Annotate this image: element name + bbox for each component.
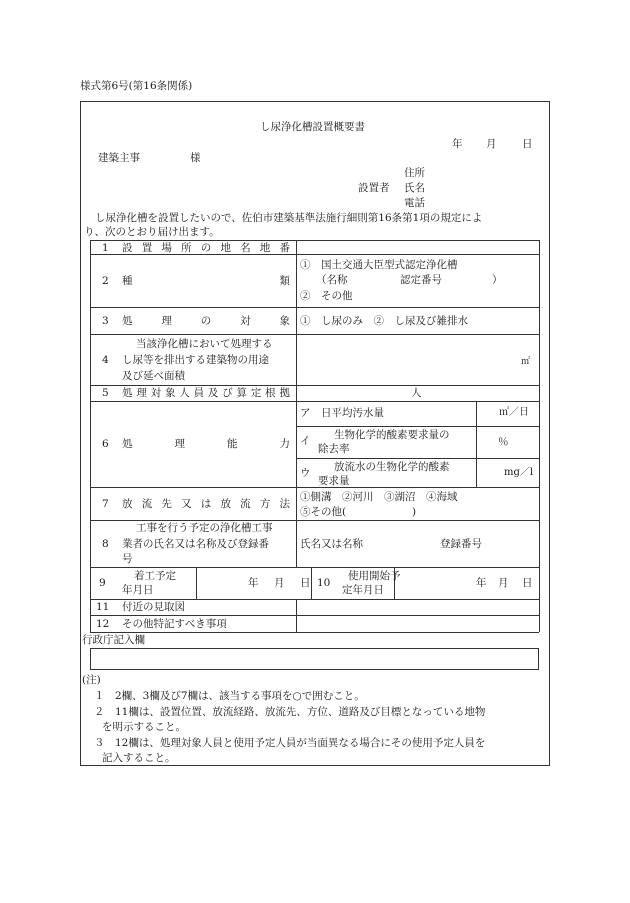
row6-i-unit: ％ <box>498 436 509 448</box>
row6-number: 6 <box>102 438 109 450</box>
row1-label-char: 番 <box>279 242 290 254</box>
row7-label-char: 法 <box>279 498 290 510</box>
date-day: 日 <box>522 138 533 150</box>
row2-name-label: （名称 <box>316 274 348 286</box>
intro-text-line2: り、次のとおり届け出ます。 <box>84 226 220 238</box>
row6-u-mark: ウ <box>300 467 311 479</box>
row1-label-char: 置 <box>141 242 153 254</box>
row4-label-line1: 当該浄化槽において処理する <box>136 338 273 350</box>
gov-section-label: 行政庁記入欄 <box>82 634 145 646</box>
row7-label-char: 放 <box>122 498 133 510</box>
row6-label-char: 能 <box>227 438 238 450</box>
row12-number: 12 <box>96 618 110 630</box>
row10-date-year: 年 <box>476 577 487 589</box>
row7-label-char: 放 <box>220 498 231 510</box>
row10-number: 10 <box>317 577 331 589</box>
row5-label-char: 及 <box>207 387 219 399</box>
row7-close-paren: ) <box>412 506 417 518</box>
row10-label-line1: 使用開始予 <box>348 570 401 582</box>
row11-number: 11 <box>96 601 110 613</box>
row4-area-unit: ㎡ <box>521 357 531 367</box>
row2-label-char: 類 <box>279 275 290 287</box>
row2-option-other: ② その他 <box>300 290 353 302</box>
row11-label: 付近の見取図 <box>122 601 185 613</box>
row1-label-char: 名 <box>240 242 251 254</box>
note-2-line2: を明示すること。 <box>102 721 186 733</box>
row6-i-line1: 生物化学的酸素要求量の <box>334 429 450 441</box>
row7-label-char: 先 <box>161 498 172 510</box>
date-year: 年 <box>452 138 463 150</box>
row5-number: 5 <box>102 387 109 399</box>
row6-label-char: 理 <box>174 438 185 450</box>
row5-label-char: 人 <box>179 387 190 399</box>
row5-label-char: 対 <box>150 387 162 399</box>
gov-section-box <box>90 648 539 670</box>
row6-u-line2: 要求量 <box>318 475 350 487</box>
row1-label-char: 地 <box>220 242 231 254</box>
row6-u-line1: 放流水の生物化学的酸素 <box>334 461 450 473</box>
row4-number: 4 <box>102 354 109 366</box>
row5-unit: 人 <box>411 387 422 399</box>
row7-label-char: 方 <box>259 498 271 510</box>
row3-label-char: 理 <box>161 315 172 327</box>
row2-label-char: 種 <box>122 275 133 287</box>
row7-label-char: は <box>200 498 212 510</box>
row5-label-char: 根 <box>265 387 276 399</box>
row3-label <box>122 314 290 328</box>
row9-date-day: 日 <box>300 577 311 589</box>
row1-label <box>122 241 290 255</box>
row4-label-line3: 及び延べ面積 <box>122 370 185 382</box>
row2-number: 2 <box>102 275 109 287</box>
addressee-name: 建築主事 <box>98 152 140 164</box>
row1-label-char: 地 <box>259 242 271 254</box>
applicant-name-label: 氏名 <box>404 182 425 194</box>
row8-label-line1: 工事を行う予定の浄化槽工事 <box>136 522 273 534</box>
row4-label-line2: し尿等を排出する建築物の用途 <box>122 354 269 366</box>
row5-label-char: 象 <box>164 387 176 399</box>
form-title: し尿浄化槽設置概要書 <box>260 121 365 133</box>
note-1: １ 2欄、3欄及び7欄は、該当する事項を○で囲むこと。 <box>94 690 365 702</box>
applicant-address-label: 住所 <box>404 167 425 179</box>
row6-label-char: 処 <box>122 438 133 450</box>
row5-label-char: 算 <box>236 387 247 399</box>
row7-options-line2: ⑤その他( <box>300 506 347 518</box>
row6-u-unit: mg／l <box>504 467 534 478</box>
row7-number: 7 <box>102 498 109 510</box>
row6-label-char: 力 <box>279 438 290 450</box>
applicant-phone-label: 電話 <box>404 197 425 209</box>
row2-label <box>122 274 290 288</box>
row3-label-char: 処 <box>122 315 133 327</box>
notes-title: (注) <box>82 674 101 686</box>
row1-number: 1 <box>102 242 109 254</box>
row5-label-char: 処 <box>122 387 133 399</box>
row9-date-year: 年 <box>248 577 259 589</box>
row10-date-day: 日 <box>522 577 533 589</box>
row6-i-mark: イ <box>300 435 311 447</box>
row9-number: 9 <box>99 577 106 589</box>
row12-label: その他特記すべき事項 <box>122 618 227 630</box>
row5-label-char: び <box>222 387 233 399</box>
note-3-line1: ３ 12欄は、処理対象人員と使用予定人員が当面異なる場合にその使用予定人員を <box>94 737 486 749</box>
row6-a-label: ア 日平均汚水量 <box>300 407 384 419</box>
row3-label-char: の <box>200 315 212 327</box>
row5-label <box>122 386 290 400</box>
applicant-role: 設置者 <box>358 182 390 194</box>
intro-text-line1: し尿浄化槽を設置したいので、佐伯市建築基準法施行細則第16条第1項の規定によ <box>95 212 483 224</box>
row7-label-char: 又 <box>181 498 192 510</box>
row8-number: 8 <box>102 538 109 550</box>
row5-label-char: 理 <box>136 387 147 399</box>
row10-date-month: 月 <box>498 577 509 589</box>
row9-label-line2: 年月日 <box>122 584 154 596</box>
row1-label-char: 設 <box>122 242 133 254</box>
row8-label-line2: 業者の氏名又は名称及び登録番 <box>122 538 269 550</box>
row5-label-char: 定 <box>250 387 262 399</box>
row8-name-label: 氏名又は名称 <box>300 538 363 550</box>
row3-options: ① し尿のみ ② し尿及び雑排水 <box>300 315 468 327</box>
row7-label-char: 流 <box>240 498 251 510</box>
addressee-honorific: 様 <box>190 152 201 164</box>
row3-number: 3 <box>102 315 109 327</box>
row2-option-certified: ① 国土交通大臣型式認定浄化槽 <box>300 259 458 271</box>
row5-label-char: 拠 <box>279 387 290 399</box>
row2-cert-label: 認定番号 <box>400 274 442 286</box>
row1-label-char: の <box>200 242 212 254</box>
row10-label-line2: 定年月日 <box>342 584 384 596</box>
row5-label-char: 員 <box>193 387 205 399</box>
row1-label-char: 場 <box>161 242 172 254</box>
row1-label-char: 所 <box>181 242 192 254</box>
date-month: 月 <box>486 138 497 150</box>
row3-label-char: 象 <box>279 315 290 327</box>
form-number: 様式第6号(第16条関係) <box>80 80 193 92</box>
row7-label-char: 流 <box>141 498 153 510</box>
row3-label-char: 対 <box>240 315 251 327</box>
note-3-line2: 記入すること。 <box>102 752 176 764</box>
row6-label <box>122 437 290 451</box>
row8-label-line3: 号 <box>122 553 133 565</box>
row2-close-paren: ） <box>492 274 503 286</box>
row7-label <box>122 497 290 511</box>
row8-reg-label: 登録番号 <box>440 538 482 550</box>
row7-options-line1: ①側溝 ②河川 ③湖沼 ④海域 <box>300 491 458 503</box>
row9-date-month: 月 <box>274 577 285 589</box>
row6-i-line2: 除去率 <box>318 443 350 455</box>
row9-label-line1: 着工予定 <box>134 570 176 582</box>
note-2-line1: ２ 11欄は、設置位置、放流経路、放流先、方位、道路及び目標となっている地物 <box>94 706 486 718</box>
row6-a-unit: ㎥／日 <box>499 407 529 418</box>
